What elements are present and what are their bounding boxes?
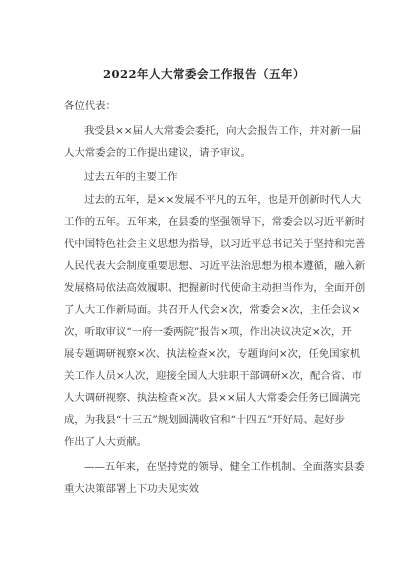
paragraph-line: 工作的五年。五年来，在县委的坚强领导下，常委会以习近平新时 bbox=[64, 216, 366, 228]
section-heading: 过去五年的主要工作 bbox=[84, 171, 178, 183]
paragraph-line: 人大调研视察、执法检查×次。县××届人大常委会任务已圆满完 bbox=[64, 392, 361, 404]
paragraph-line: 代中国特色社会主义思想为指导，以习近平总书记关于坚持和完善 bbox=[64, 238, 366, 250]
paragraph-line: 作出了人大贡献。 bbox=[64, 436, 148, 448]
paragraph-line: 展专题调研视察×次、执法检查×次，专题询问×次，任免国家机 bbox=[64, 348, 361, 360]
paragraph-line: 发展格局依法高效履职、把握新时代使命主动担当作为，全面开创 bbox=[64, 282, 366, 294]
paragraph-line: 次，听取审议“一府一委两院”报告×项，作出决议决定×次，开 bbox=[64, 326, 352, 338]
document-title: 2022年人大常委会工作报告（五年） bbox=[102, 67, 305, 81]
paragraph-line: 我受县××届人大常委会委托，向大会报告工作，并对新一届 bbox=[84, 125, 362, 137]
paragraph-line: 成，为我县“十三五”规划圆满收官和“十四五”开好局、起好步 bbox=[64, 414, 346, 426]
paragraph-line: 人大常委会的工作提出建议，请予审议。 bbox=[64, 147, 252, 159]
paragraph-line: 重大决策部署上下功夫见实效 bbox=[64, 483, 200, 495]
paragraph-line: 了人大工作新局面。共召开人代会×次，常委会×次，主任会议× bbox=[64, 304, 361, 316]
paragraph-line: ——五年来，在坚持党的领导、健全工作机制、全面落实县委 bbox=[84, 461, 365, 473]
paragraph-line: 关工作人员×人次，迎接全国人大驻职干部调研×次，配合省、市 bbox=[64, 370, 362, 382]
salutation: 各位代表： bbox=[64, 100, 116, 112]
paragraph-line: 过去的五年，是××发展不平凡的五年，也是开创新时代人大 bbox=[84, 194, 362, 206]
paragraph-line: 人民代表大会制度重要思想、习近平法治思想为根本遵循，融入新 bbox=[64, 260, 366, 272]
